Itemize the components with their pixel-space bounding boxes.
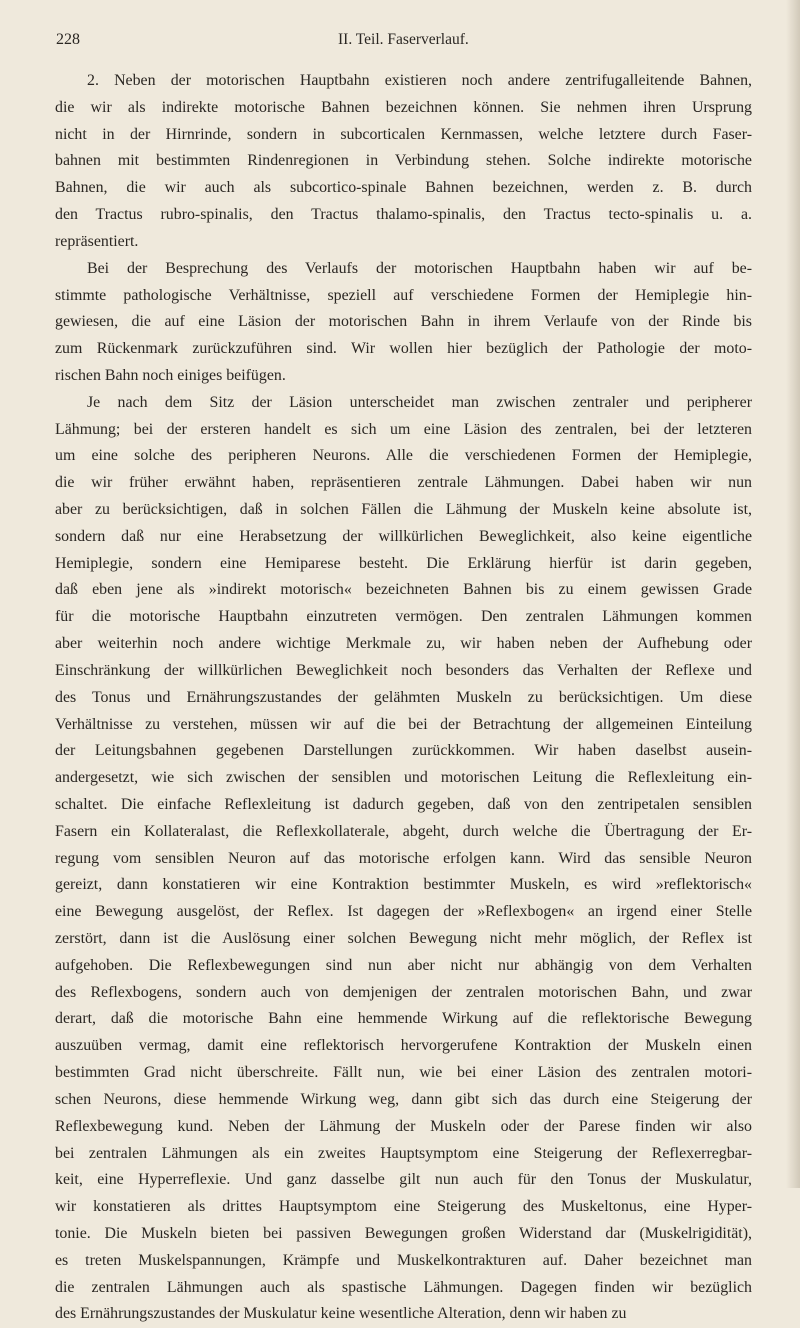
text-line: keit, eine Hyperreflexie. Und ganz dasselbe gilt nun auch für den Tonus der Muskulatur, (55, 1171, 752, 1189)
text-line: sondern daß nur eine Herabsetzung der willkürlichen Beweglichkeit, also keine eigentliche (55, 527, 752, 545)
text-line: aufgehoben. Die Reflexbewegungen sind nun aber nicht nur abhängig von dem Verhalten (55, 956, 752, 974)
text-line: aber zu berücksichtigen, daß in solchen Fällen die Lähmung der Muskeln keine absolute ist, (55, 501, 752, 518)
text-line: zerstört, dann ist die Auslösung einer solchen Bewegung nicht mehr möglich, der Reflex ist (55, 930, 752, 947)
paragraph (55, 390, 752, 1328)
text-line: Lähmung; bei der ersteren handelt es sich um eine Läsion des zentralen, bei der letzteren (55, 420, 752, 438)
text-line: eine Bewegung ausgelöst, der Reflex. Ist dagegen der »Reflexbogen« an irgend einer Stelle (55, 903, 752, 921)
text-line: daß eben jene als »indirekt motorisch« bezeichneten Bahnen bis zu einem gewissen Grade (55, 581, 752, 599)
page-number: 228 (56, 31, 80, 48)
text-line: aber weiterhin noch andere wichtige Merkmale zu, wir haben neben der Aufhebung oder (55, 635, 752, 653)
text-line: bahnen mit bestimmten Rindenregionen in Verbindung stehen. Solche indirekte motorische (55, 152, 752, 170)
text-line: Einschränkung der willkürlichen Beweglichkeit noch besonders das Verhalten der Reflexe und (55, 661, 752, 679)
text-line: tonie. Die Muskeln bieten bei passiven Bewegungen großen Widerstand dar (Muskelrigidität), (55, 1224, 752, 1242)
text-line: gereizt, dann konstatieren wir eine Kontraktion bestimmter Muskeln, es wird »reflektorisch« (55, 876, 752, 894)
text-line: schen Neurons, diese hemmende Wirkung weg, dann gibt sich das durch eine Steigerung der (55, 1090, 752, 1108)
text-line: Reflexbewegung kund. Neben der Lähmung der Muskeln oder der Parese finden wir also (55, 1117, 752, 1135)
text-line: gewiesen, die auf eine Läsion der motorischen Bahn in ihrem Verlaufe von der Rinde bis (55, 313, 752, 331)
text-line: auszuüben vermag, damit eine reflektorisch hervorgerufene Kontraktion der Muskeln einen (55, 1037, 752, 1055)
page-header (56, 31, 746, 55)
text-line: stimmte pathologische Verhältnisse, speziell auf verschiedene Formen der Hemiplegie hin- (55, 286, 752, 304)
text-line: die zentralen Lähmungen auch als spastische Lähmungen. Dagegen finden wir bezüglich (55, 1278, 752, 1296)
text-line: die wir als indirekte motorische Bahnen bezeichnen können. Sie nehmen ihren Ursprung (55, 98, 752, 116)
text-line: um eine solche des peripheren Neurons. Alle die verschiedenen Formen der Hemiplegie, (55, 447, 752, 465)
text-line: derart, daß die motorische Bahn eine hemmende Wirkung auf die reflektorische Bewegung (55, 1010, 752, 1028)
text-line: nicht in der Hirnrinde, sondern in subcorticalen Kernmassen, welche letztere durch Faser- (55, 125, 752, 143)
text-line: des Reflexbogens, sondern auch von demjenigen der zentralen motorischen Bahn, und zwar (55, 983, 752, 1001)
text-line: Hemiplegie, sondern eine Hemiparese besteht. Die Erklärung hierfür ist darin gegeben, (55, 554, 752, 572)
running-title: II. Teil. Faserverlauf. (338, 31, 469, 48)
text-line: rischen Bahn noch einiges beifügen. (55, 366, 286, 384)
text-line: wir konstatieren als drittes Hauptsymptom eine Steigerung des Muskeltonus, eine Hyper- (55, 1198, 752, 1216)
text-line: des Ernährungszustandes der Muskulatur keine wesentliche Alteration, denn wir haben zu (55, 1305, 627, 1323)
text-line: repräsentiert. (55, 232, 139, 250)
text-line: regung vom sensiblen Neuron auf das motorische erfolgen kann. Wird das sensible Neuron (55, 849, 752, 867)
text-line: schaltet. Die einfache Reflexleitung ist dadurch gegeben, daß von den zentripetalen sensiblen (55, 795, 752, 813)
text-line: Bei der Besprechung des Verlaufs der motorischen Hauptbahn haben wir auf be- (87, 259, 752, 277)
text-line: bestimmten Grad nicht überschreite. Fällt nun, wie bei einer Läsion des zentralen motori- (55, 1064, 752, 1082)
text-line: andergesetzt, wie sich zwischen der sensiblen und motorischen Leitung die Reflexleitung ein- (55, 769, 752, 787)
text-line: den Tractus rubro-spinalis, den Tractus thalamo-spinalis, den Tractus tecto-spinalis u. a. (55, 206, 752, 224)
text-line: die wir früher erwähnt haben, repräsentieren zentrale Lähmungen. Dabei haben wir nun (55, 474, 752, 492)
text-line: Je nach dem Sitz der Läsion unterscheidet man zwischen zentraler und peripherer (87, 393, 752, 411)
text-line: für die motorische Hauptbahn einzutreten vermögen. Den zentralen Lähmungen kommen (55, 608, 752, 626)
text-line: 2. Neben der motorischen Hauptbahn existieren noch andere zentrifugalleitende Bahnen, (87, 72, 752, 89)
text-line: der Leitungsbahnen gegebenen Darstellungen zurückkommen. Wir haben daselbst ausein- (55, 742, 752, 760)
body-text (55, 68, 752, 1328)
text-line: Verhältnisse zu verstehen, müssen wir auf die bei der Betrachtung der allgemeinen Einteilung (55, 715, 752, 733)
text-line: zum Rückenmark zurückzuführen sind. Wir wollen hier bezüglich der Pathologie der moto- (55, 340, 752, 358)
text-line: es treten Muskelspannungen, Krämpfe und Muskelkontrakturen auf. Daher bezeichnet man (55, 1251, 752, 1269)
text-line: bei zentralen Lähmungen als ein zweites Hauptsymptom eine Steigerung der Reflexerregbar- (55, 1144, 752, 1162)
paragraph (55, 68, 752, 256)
text-line: Bahnen, die wir auch als subcortico-spinale Bahnen bezeichnen, werden z. B. durch (55, 179, 752, 197)
text-line: Fasern ein Kollateralast, die Reflexkollaterale, abgeht, durch welche die Übertragung der Er- (55, 822, 752, 840)
text-line: des Tonus und Ernährungszustandes der gelähmten Muskeln zu berücksichtigen. Um diese (55, 688, 752, 706)
paragraph (55, 256, 752, 390)
